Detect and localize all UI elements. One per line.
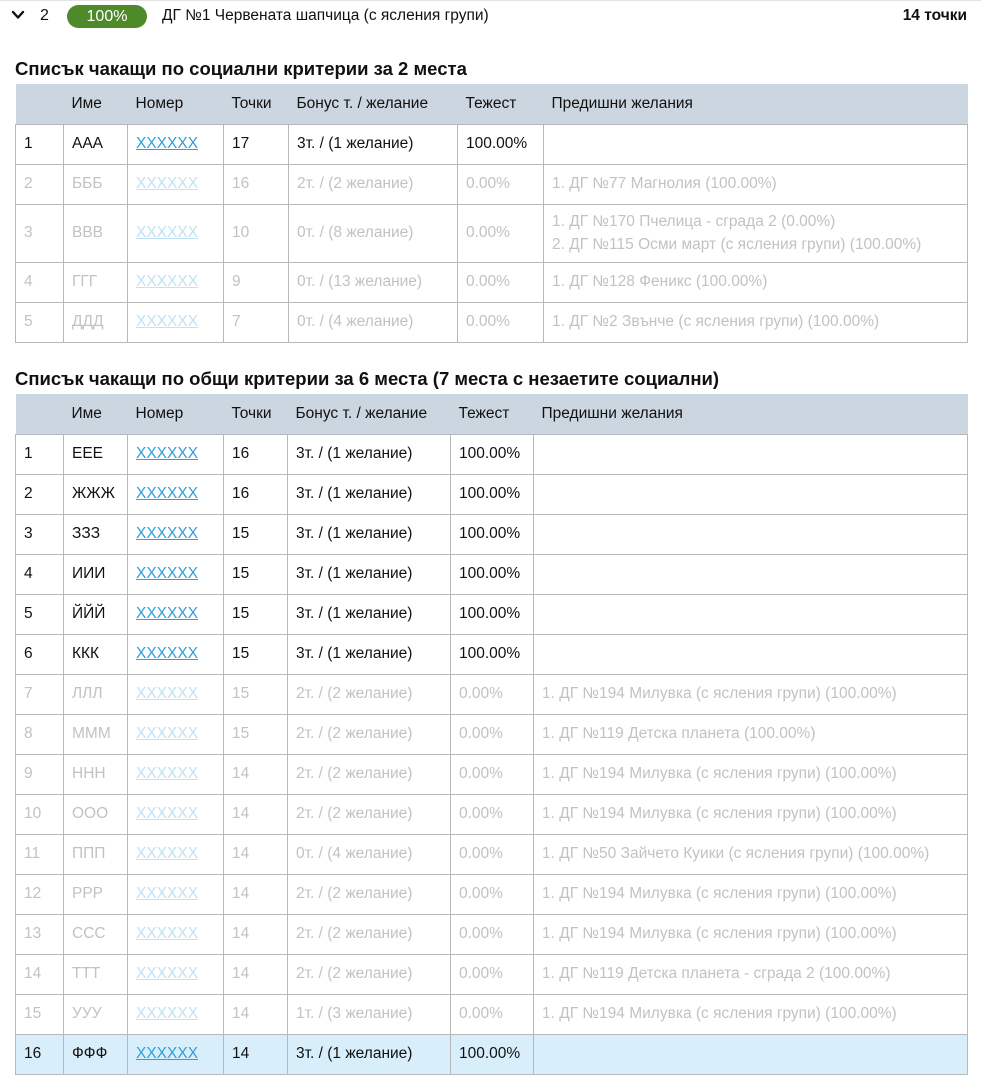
bonus-cell: 2т. / (2 желание) [288,874,451,914]
header-col-number: Номер [135,404,184,422]
table-row [16,594,968,634]
weight-cell: 100.00% [451,1034,534,1074]
bonus-cell: 2т. / (2 желание) [288,714,451,754]
previous-wish: 1. ДГ №194 Милувка (с ясления групи) (100.00%) [542,765,897,782]
bonus-cell: 1т. / (3 желание) [288,994,451,1034]
points-cell: 15 [224,714,288,754]
points-cell: 15 [224,514,288,554]
weight-cell: 100.00% [451,474,534,514]
bonus-cell: 2т. / (2 желание) [288,674,451,714]
table-row [16,204,968,262]
applicant-name: ООО [64,794,128,834]
row-index: 6 [16,634,64,674]
application-number [128,954,224,994]
table-row [16,994,968,1034]
weight-cell: 0.00% [458,164,544,204]
application-number-link[interactable]: XXXXXX [136,135,199,152]
application-number-link[interactable]: XXXXXX [136,605,199,622]
weight-cell: 0.00% [451,954,534,994]
application-number-link[interactable]: XXXXXX [136,565,199,582]
header-col-name: Име [71,404,102,422]
bonus-cell: 3т. / (1 желание) [288,434,451,474]
social-waitlist-table [15,84,968,343]
bonus-cell: 2т. / (2 желание) [288,914,451,954]
previous-wishes-cell [544,262,968,302]
header-col-bonus: Бонус т. / желание [296,94,429,112]
weight-cell: 100.00% [451,634,534,674]
row-index: 15 [16,994,64,1034]
bonus-cell: 3т. / (1 желание) [288,514,451,554]
table-row [16,914,968,954]
row-index: 10 [16,794,64,834]
weight-cell: 100.00% [451,434,534,474]
applicant-name: МММ [64,714,128,754]
weight-cell: 0.00% [458,204,544,262]
table-row [16,474,968,514]
previous-wishes-cell [534,714,968,754]
table-row [16,674,968,714]
previous-wishes-cell [534,954,968,994]
previous-wishes-cell [534,554,968,594]
application-number [128,634,224,674]
previous-wish: 1. ДГ №194 Милувка (с ясления групи) (100.00%) [542,685,897,702]
bonus-cell: 3т. / (1 желание) [288,474,451,514]
row-index: 1 [16,434,64,474]
applicant-name: ВВВ [64,204,128,262]
bonus-cell: 3т. / (1 желание) [289,124,458,164]
row-index: 2 [16,474,64,514]
general-list-title: Списък чакащи по общи критерии за 6 места (7 места с незаетите социални) [15,368,720,389]
applicant-name: БББ [64,164,128,204]
applicant-name: ЙЙЙ [64,594,128,634]
table-row [16,954,968,994]
weight-cell: 0.00% [458,302,544,342]
application-number [128,994,224,1034]
application-number-link[interactable]: XXXXXX [136,273,199,290]
bonus-cell: 0т. / (4 желание) [288,834,451,874]
applicant-name: ФФФ [64,1034,128,1074]
points-cell: 16 [224,164,289,204]
application-number [128,594,224,634]
weight-cell: 0.00% [451,674,534,714]
previous-wishes-cell [534,834,968,874]
row-index: 1 [16,124,64,164]
bonus-cell: 2т. / (2 желание) [288,794,451,834]
weight-cell: 0.00% [451,914,534,954]
application-number-link[interactable]: XXXXXX [136,1005,199,1022]
weight-cell: 100.00% [451,554,534,594]
row-index: 12 [16,874,64,914]
table-row [16,754,968,794]
previous-wish: 1. ДГ №119 Детска планета (100.00%) [542,725,816,742]
kindergarten-title: ДГ №1 Червената шапчица (с ясления групи) [162,7,489,24]
weight-cell: 0.00% [451,834,534,874]
row-index: 3 [16,514,64,554]
table-row [16,874,968,914]
header-col-previous-wishes: Предишни желания [541,404,683,422]
application-number-link[interactable]: XXXXXX [136,805,199,822]
application-number-link[interactable]: XXXXXX [136,765,199,782]
rank-number: 2 [40,7,49,24]
bonus-cell: 2т. / (2 желание) [288,954,451,994]
applicant-name: ЛЛЛ [64,674,128,714]
previous-wishes-cell [534,994,968,1034]
previous-wish: 2. ДГ №115 Осми март (с ясления групи) (100.00%) [552,236,922,253]
points-cell: 14 [224,914,288,954]
table-row [16,124,968,164]
application-number [128,474,224,514]
application-number [128,514,224,554]
points-cell: 14 [224,874,288,914]
application-number [128,674,224,714]
previous-wish: 1. ДГ №128 Феникс (100.00%) [552,273,768,290]
row-index: 14 [16,954,64,994]
kindergarten-header-row[interactable] [0,0,981,32]
row-index: 2 [16,164,64,204]
previous-wishes-cell [544,124,968,164]
row-index: 4 [16,554,64,594]
applicant-name: ЖЖЖ [64,474,128,514]
application-number [128,1034,224,1074]
points-cell: 14 [224,834,288,874]
row-index: 5 [16,302,64,342]
bonus-cell: 3т. / (1 желание) [288,594,451,634]
application-number-link[interactable]: XXXXXX [136,485,199,502]
previous-wish: 1. ДГ №77 Магнолия (100.00%) [552,175,777,192]
bonus-cell: 3т. / (1 желание) [288,554,451,594]
table-row [16,262,968,302]
weight-cell: 0.00% [451,714,534,754]
row-index: 4 [16,262,64,302]
previous-wishes-cell [534,434,968,474]
application-number [128,164,224,204]
bonus-cell: 2т. / (2 желание) [289,164,458,204]
previous-wishes-cell [534,794,968,834]
weight-cell: 0.00% [451,874,534,914]
table-row [16,714,968,754]
points-cell: 17 [224,124,289,164]
points-cell: 14 [224,1034,288,1074]
table-row [16,834,968,874]
points-cell: 15 [224,634,288,674]
application-number [128,914,224,954]
application-number [128,714,224,754]
previous-wishes-cell [534,754,968,794]
application-number-link[interactable]: XXXXXX [136,685,199,702]
weight-cell: 0.00% [458,262,544,302]
bonus-cell: 3т. / (1 желание) [288,1034,451,1074]
application-number [128,754,224,794]
weight-cell: 100.00% [451,514,534,554]
row-index: 16 [16,1034,64,1074]
row-index: 7 [16,674,64,714]
points-cell: 7 [224,302,289,342]
applicant-name: УУУ [64,994,128,1034]
points-cell: 14 [224,754,288,794]
bonus-cell: 2т. / (2 желание) [288,754,451,794]
previous-wish: 1. ДГ №2 Звънче (с ясления групи) (100.00%) [552,313,880,330]
applicant-name: ККК [64,634,128,674]
chevron-down-icon[interactable] [11,8,25,22]
header-col-weight: Тежест [465,94,517,112]
points-cell: 15 [224,674,288,714]
table-row [16,554,968,594]
table-header-row [16,394,968,434]
header-col-index [16,394,64,434]
table-row [16,164,968,204]
row-index: 8 [16,714,64,754]
row-index: 11 [16,834,64,874]
previous-wishes-cell [534,674,968,714]
previous-wish: 1. ДГ №194 Милувка (с ясления групи) (100.00%) [542,1005,897,1022]
header-col-points: Точки [231,404,272,422]
previous-wishes-cell [534,874,968,914]
points-cell: 14 [224,794,288,834]
application-number [128,794,224,834]
applicant-name: ЗЗЗ [64,514,128,554]
application-number-link[interactable]: XXXXXX [136,845,199,862]
weight-cell: 0.00% [451,994,534,1034]
applicant-name: ППП [64,834,128,874]
points-cell: 9 [224,262,289,302]
points-cell: 15 [224,594,288,634]
applicant-name: ССС [64,914,128,954]
application-number-link[interactable]: XXXXXX [136,224,199,241]
application-number [128,434,224,474]
table-row [16,794,968,834]
header-col-index [16,84,64,124]
previous-wish: 1. ДГ №50 Зайчето Куики (с ясления групи) (100.00%) [542,845,930,862]
bonus-cell: 0т. / (4 желание) [289,302,458,342]
table-header-row [16,84,968,124]
applicant-name: ТТТ [64,954,128,994]
header-col-previous-wishes: Предишни желания [551,94,693,112]
previous-wishes-cell [544,164,968,204]
application-number-link[interactable]: XXXXXX [136,313,199,330]
table-row [16,1034,968,1074]
application-number [128,834,224,874]
social-list-title: Списък чакащи по социални критерии за 2 места [15,58,467,79]
table-row [16,634,968,674]
percent-badge: 100% [67,5,147,28]
table-row [16,302,968,342]
application-number [128,124,224,164]
points-cell: 14 [224,994,288,1034]
bonus-cell: 3т. / (1 желание) [288,634,451,674]
previous-wishes-cell [534,594,968,634]
applicant-name: РРР [64,874,128,914]
previous-wish: 1. ДГ №119 Детска планета - сграда 2 (100.00%) [542,965,891,982]
previous-wish: 1. ДГ №194 Милувка (с ясления групи) (100.00%) [542,925,897,942]
application-number-link[interactable]: XXXXXX [136,885,199,902]
header-col-points: Точки [231,94,272,112]
points-cell: 16 [224,434,288,474]
points-total: 14 точки [902,7,967,24]
previous-wishes-cell [534,474,968,514]
row-index: 9 [16,754,64,794]
application-number-link[interactable]: XXXXXX [136,1045,199,1062]
application-number-link[interactable]: XXXXXX [136,645,199,662]
application-number-link[interactable]: XXXXXX [136,925,199,942]
applicant-name: ИИИ [64,554,128,594]
points-cell: 15 [224,554,288,594]
applicant-name: ААА [64,124,128,164]
previous-wishes-cell [534,514,968,554]
bonus-cell: 0т. / (13 желание) [289,262,458,302]
row-index: 13 [16,914,64,954]
application-number-link[interactable]: XXXXXX [136,445,199,462]
applicant-name: ГГГ [64,262,128,302]
general-waitlist-table [15,394,968,1075]
previous-wishes-cell [544,204,968,262]
header-col-weight: Тежест [458,404,510,422]
previous-wishes-cell [534,634,968,674]
previous-wish: 1. ДГ №194 Милувка (с ясления групи) (100.00%) [542,805,897,822]
application-number [128,554,224,594]
bonus-cell: 0т. / (8 желание) [289,204,458,262]
row-index: 5 [16,594,64,634]
table-row [16,434,968,474]
weight-cell: 0.00% [451,754,534,794]
row-index: 3 [16,204,64,262]
previous-wishes-cell [534,1034,968,1074]
application-number-link[interactable]: XXXXXX [136,175,199,192]
previous-wishes-cell [544,302,968,342]
weight-cell: 100.00% [458,124,544,164]
previous-wishes-cell [534,914,968,954]
previous-wish: 1. ДГ №194 Милувка (с ясления групи) (100.00%) [542,885,897,902]
header-col-number: Номер [135,94,184,112]
points-cell: 14 [224,954,288,994]
weight-cell: 100.00% [451,594,534,634]
header-col-name: Име [71,94,102,112]
applicant-name: ЕЕЕ [64,434,128,474]
application-number [128,262,224,302]
points-cell: 16 [224,474,288,514]
application-number [128,204,224,262]
previous-wish: 1. ДГ №170 Пчелица - сграда 2 (0.00%) [552,213,836,230]
application-number-link[interactable]: XXXXXX [136,965,199,982]
application-number [128,302,224,342]
application-number [128,874,224,914]
applicant-name: ДДД [64,302,128,342]
applicant-name: ННН [64,754,128,794]
header-col-bonus: Бонус т. / желание [295,404,428,422]
points-cell: 10 [224,204,289,262]
table-row [16,514,968,554]
application-number-link[interactable]: XXXXXX [136,525,199,542]
application-number-link[interactable]: XXXXXX [136,725,199,742]
weight-cell: 0.00% [451,794,534,834]
